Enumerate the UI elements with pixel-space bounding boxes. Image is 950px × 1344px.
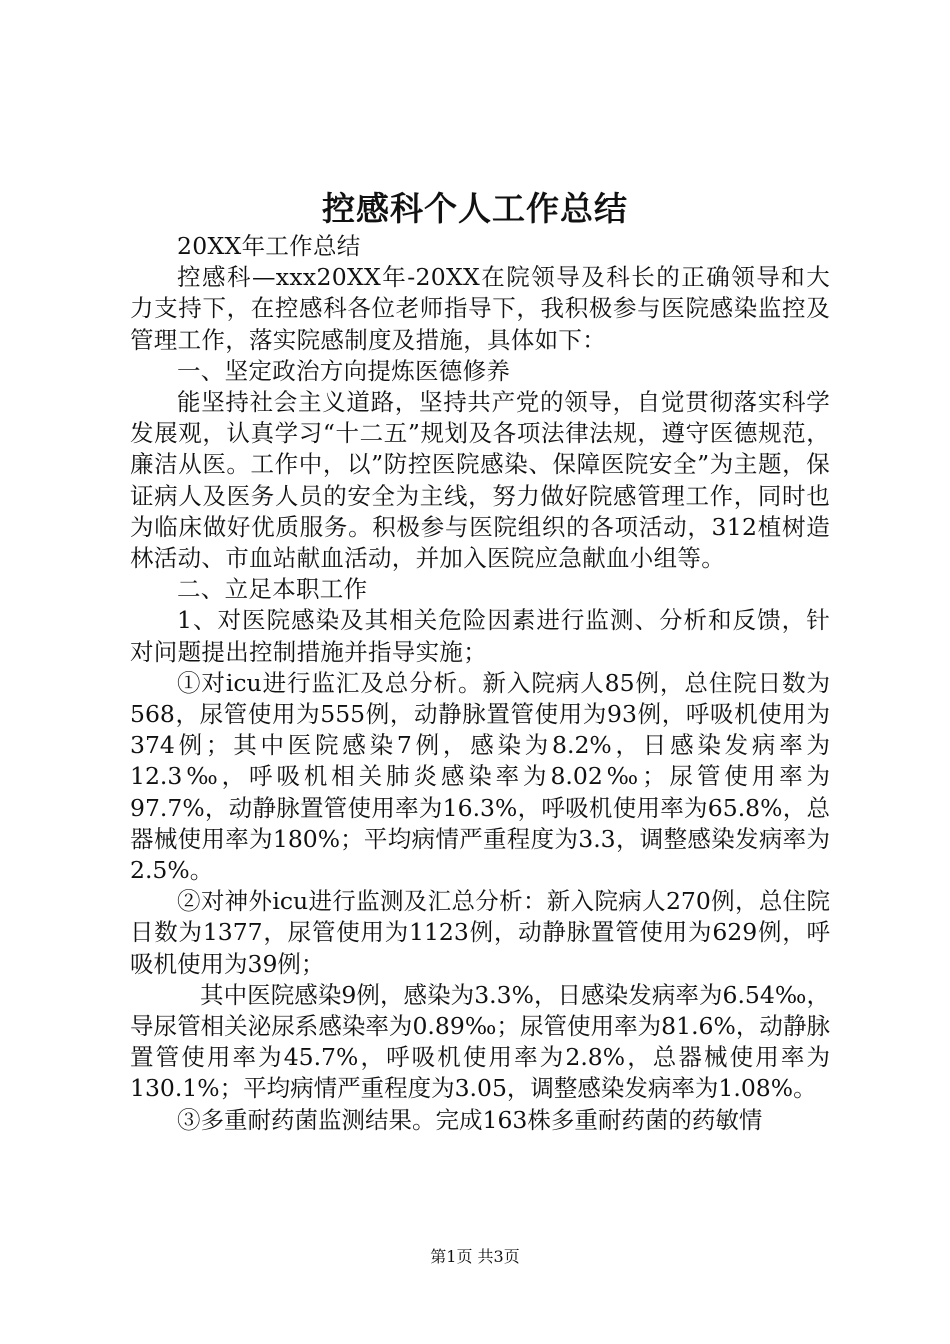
paragraph-icu-analysis: ①对icu进行监汇及总分析。新入院病人85例，总住院日数为568，尿管使用为555例，动静脉置管使用为93例，呼吸机使用为374例；其中医院感染7例，感染为8.2%，日感染发病率为12.3‰，呼吸机相关肺炎感染率为8.02‰；尿管使用率为97.7%，动静脉置管使用率为16.3%，呼吸机使用率为65.8%，总器械使用率为180%；平均病情严重程度为3.3，调整感染发病率为2.5%。 <box>130 668 830 885</box>
paragraph-neuro-icu-analysis: ②对神外icu进行监测及汇总分析：新入院病人270例，总住院日数为1377，尿管使用为1123例，动静脉置管使用为629例，呼吸机使用为39例； <box>130 887 830 978</box>
paragraph-item-1: 1、对医院感染及其相关危险因素进行监测、分析和反馈，针对问题提出控制措施并指导实施； <box>130 606 830 666</box>
document-body <box>130 231 830 1136</box>
section-heading-1: 一、坚定政治方向提炼医德修养 <box>177 356 511 385</box>
paragraph-neuro-icu-infection: 其中医院感染9例，感染为3.3%，日感染发病率为6.54‰，导尿管相关泌尿系感染率为0.89‰；尿管使用率为81.6%，动静脉置管使用率为45.7%，呼吸机使用率为2.8%，总器械使用率为130.1%；平均病情严重程度为3.05，调整感染发病率为1.08%。 <box>130 980 830 1103</box>
paragraph-intro: 控感科—xxx20XX年-20XX在院领导及科长的正确领导和大力支持下，在控感科各位老师指导下，我积极参与医院感染监控及管理工作，落实院感制度及措施，具体如下： <box>130 263 830 354</box>
paragraph-year-summary: 20XX年工作总结 <box>177 232 361 260</box>
page-number: 第1页 共3页 <box>430 1247 520 1266</box>
section-heading-2: 二、立足本职工作 <box>177 575 368 604</box>
paragraph-mdro-monitoring: ③多重耐药菌监测结果。完成163株多重耐药菌的药敏情 <box>177 1105 763 1134</box>
paragraph-section-1: 能坚持社会主义道路，坚持共产党的领导，自觉贯彻落实科学发展观，认真学习“十二五”规划及各项法律法规，遵守医德规范，廉洁从医。工作中，以”防控医院感染、保障医院安全”为主题，保证病人及医务人员的安全为主线，努力做好院感管理工作，同时也为临床做好优质服务。积极参与医院组织的各项活动，312植树造林活动、市血站献血活动，并加入医院应急献血小组等。 <box>130 388 830 573</box>
document-title: 控感科个人工作总结 <box>322 189 628 228</box>
